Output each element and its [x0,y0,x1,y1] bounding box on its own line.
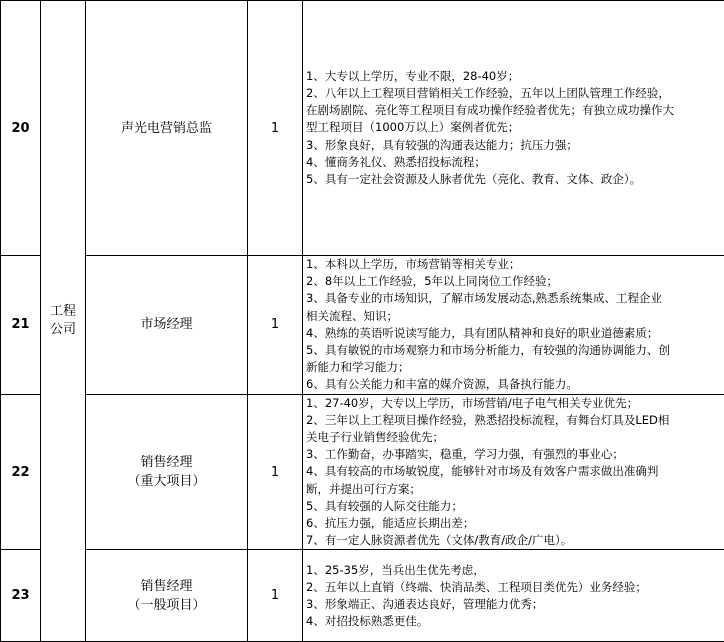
requirement-line: 新能力和学习能力； [306,359,721,376]
requirement-line: 5、具有较强的人际交往能力； [306,498,721,515]
requirement-line: 4、懂商务礼仪、熟悉招投标流程； [306,154,721,171]
department-line: 工程 [41,303,85,321]
requirement-line: 2、八年以上工程项目营销相关工作经验，五年以上团队管理工作经验， [306,85,721,102]
row-number: 20 [1,1,41,256]
requirement-line: 4、熟练的英语听说读写能力，具有团队精神和良好的职业道德素质； [306,325,721,342]
requirement-line: 7、有一定人脉资源者优先（文体/教育/政企/广电）。 [306,532,721,549]
department-cell [41,1,86,642]
requirement-line: 3、形象端正、沟通表达良好，管理能力优秀； [306,596,721,613]
requirement-line: 4、对招投标熟悉更佳。 [306,613,721,630]
requirement-line: 在剧场剧院、亮化等工程项目有成功操作经验者优先；有独立成功操作大 [306,102,721,119]
position-subtitle: （重大项目） [86,472,247,491]
position-cell [86,550,248,642]
table-row [1,256,724,395]
row-number: 23 [1,550,41,642]
requirement-line: 断，并提出可行方案； [306,481,721,498]
requirement-line: 2、8年以上工作经验，5年以上同岗位工作经验； [306,273,721,290]
requirements-cell [303,550,724,642]
table-row [1,1,724,256]
requirement-line: 关电子行业销售经验优先； [306,429,721,446]
position-subtitle: （一般项目） [86,596,247,615]
requirements-cell [303,256,724,395]
requirement-line: 5、具有一定社会资源及人脉者优先（亮化、教育、文体、政企）。 [306,171,721,188]
requirement-line: 6、具有公关能力和丰富的媒介资源，具备执行能力。 [306,376,721,393]
position-title: 声光电营销总监 [86,119,247,138]
requirement-line: 2、五年以上直销（终端、快消品类、工程项目类优先）业务经验； [306,579,721,596]
department-line: 公司 [41,321,85,339]
requirement-line: 1、本科以上学历，市场营销等相关专业； [306,256,721,273]
requirement-line: 1、大专以上学历，专业不限，28-40岁； [306,68,721,85]
requirement-line: 1、25-35岁，当兵出生优先考虑， [306,562,721,579]
requirement-line: 相关流程、知识； [306,308,721,325]
position-title: 销售经理 [86,453,247,472]
position-title: 销售经理 [86,577,247,596]
requirements-cell [303,1,724,256]
requirement-line: 5、具有敏锐的市场观察力和市场分析能力，有较强的沟通协调能力、创 [306,342,721,359]
headcount: 1 [248,550,303,642]
requirement-line: 1、27-40岁，大专以上学历，市场营销/电子电气相关专业优先； [306,395,721,412]
row-number: 22 [1,394,41,550]
requirement-line: 3、工作勤奋，办事踏实，稳重，学习力强，有强烈的事业心； [306,446,721,463]
requirement-line: 2、三年以上工程项目操作经验，熟悉招投标流程，有舞台灯具及LED相 [306,412,721,429]
requirement-line: 型工程项目（1000万以上）案例者优先； [306,119,721,136]
requirement-line: 3、形象良好，具有较强的沟通表达能力；抗压力强； [306,137,721,154]
requirement-line: 6、抗压力强，能适应长期出差； [306,515,721,532]
headcount: 1 [248,256,303,395]
row-number: 21 [1,256,41,395]
position-cell [86,394,248,550]
requirements-cell [303,394,724,550]
table-row [1,394,724,550]
requirement-line: 4、具有较高的市场敏锐度，能够针对市场及有效客户需求做出准确判 [306,463,721,480]
table-row [1,550,724,642]
position-title: 市场经理 [86,315,247,334]
headcount: 1 [248,394,303,550]
position-cell [86,256,248,395]
headcount: 1 [248,1,303,256]
requirement-line: 3、具备专业的市场知识，了解市场发展动态,熟悉系统集成、工程企业 [306,290,721,307]
position-cell [86,1,248,256]
